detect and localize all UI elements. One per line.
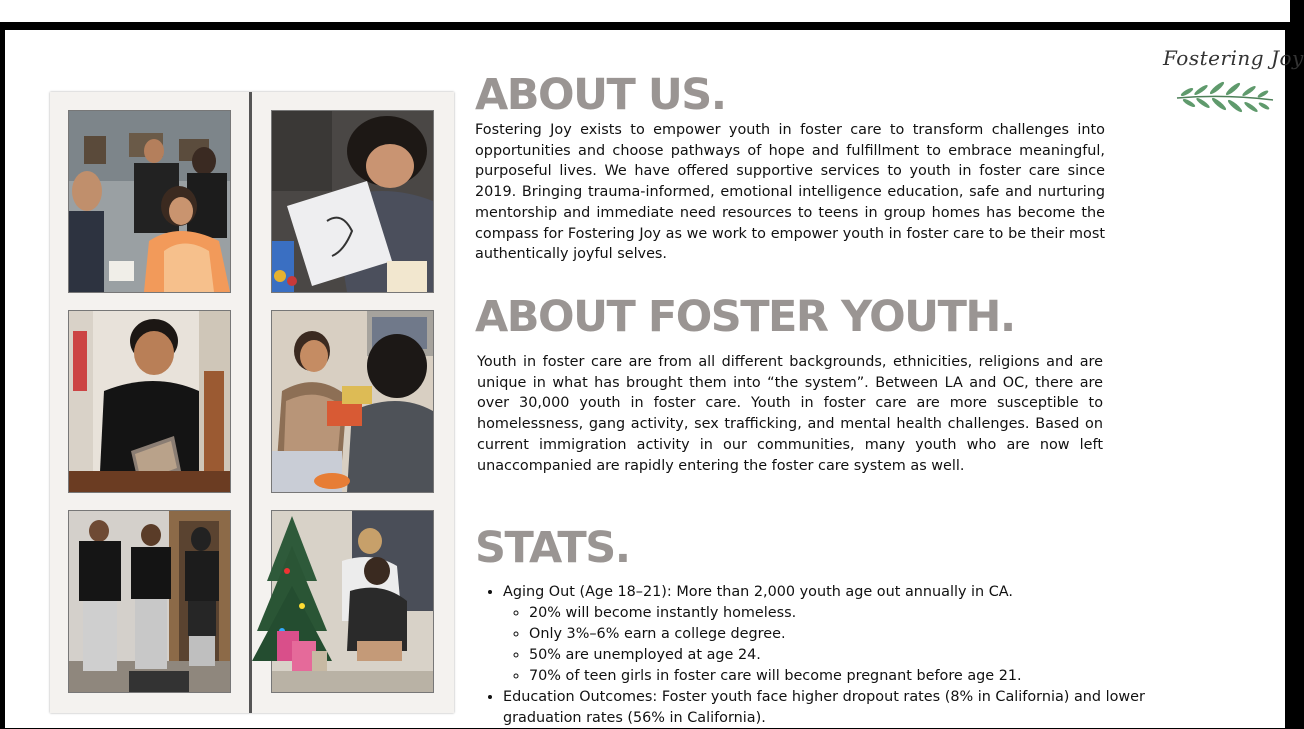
about-us-paragraph: Fostering Joy exists to empower youth in foster care to transform challenges into opportunities and choose pathways of hope and fulfillment to embrace meaningful, purposeful lives. We have offered supportive services to youth in foster care since 2019. Bringing trauma-informed, emotional intelligence education, safe and nurturing mentorship and immediate need resources to teens in group homes has become the compass for Fostering Joy as we work to empower youth in foster care to be their most authentically joyful selves.: [475, 122, 1105, 263]
photo-young-man-gift: [68, 310, 231, 493]
stats-sub-item: ◦ 70% of teen girls in foster care will become pregnant before age 21.: [529, 666, 1183, 687]
stats-list: [485, 582, 1183, 729]
slide-page: [5, 30, 1304, 728]
about-foster-youth-paragraph: Youth in foster care are from all different backgrounds, ethnicities, religions and are unique in what has brought them into “the system”. Between LA and OC, there are over 30,000 youth in foster care. Youth in foster care are more susceptible to homelessness, gang activity, sex trafficking, and mental health challenges. Based on current immigration activity in our communities, many youth who are now left unaccompanied are rapidly entering the foster care system as well.: [477, 354, 1103, 474]
about-foster-youth-heading: ABOUT FOSTER YOUTH.: [475, 292, 1015, 342]
stats-item-education: • Education Outcomes: Foster youth face higher dropout rates (8% in California) and lower graduation rates (56% in California).: [503, 687, 1183, 729]
photo-group-selfie: [68, 110, 231, 293]
collage-divider: [249, 92, 252, 713]
stats-aging-out-text: Aging Out (Age 18–21): More than 2,000 youth age out annually in CA.: [503, 584, 1013, 600]
stats-sub-item: ◦ 50% are unemployed at age 24.: [529, 645, 1183, 666]
photo-holiday-hug: [271, 510, 434, 693]
fostering-joy-logo: [1163, 44, 1304, 116]
photo-collage: [50, 92, 454, 713]
photo-drawing: [271, 110, 434, 293]
logo-text: Fostering Joy: [1163, 46, 1304, 70]
stats-heading: STATS.: [475, 523, 630, 573]
stats-sub-item: ◦ 20% will become instantly homeless.: [529, 603, 1183, 624]
stats-item-aging-out: [503, 582, 1183, 687]
stats-sub-item: ◦ Only 3%–6% earn a college degree.: [529, 624, 1183, 645]
photo-mentor-session: [271, 310, 434, 493]
photo-three-youth: [68, 510, 231, 693]
top-frame-bar: [0, 0, 1290, 22]
leaf-branch-icon: [1175, 80, 1275, 114]
about-us-heading: ABOUT US.: [475, 70, 726, 120]
stats-aging-sublist: [503, 603, 1183, 687]
